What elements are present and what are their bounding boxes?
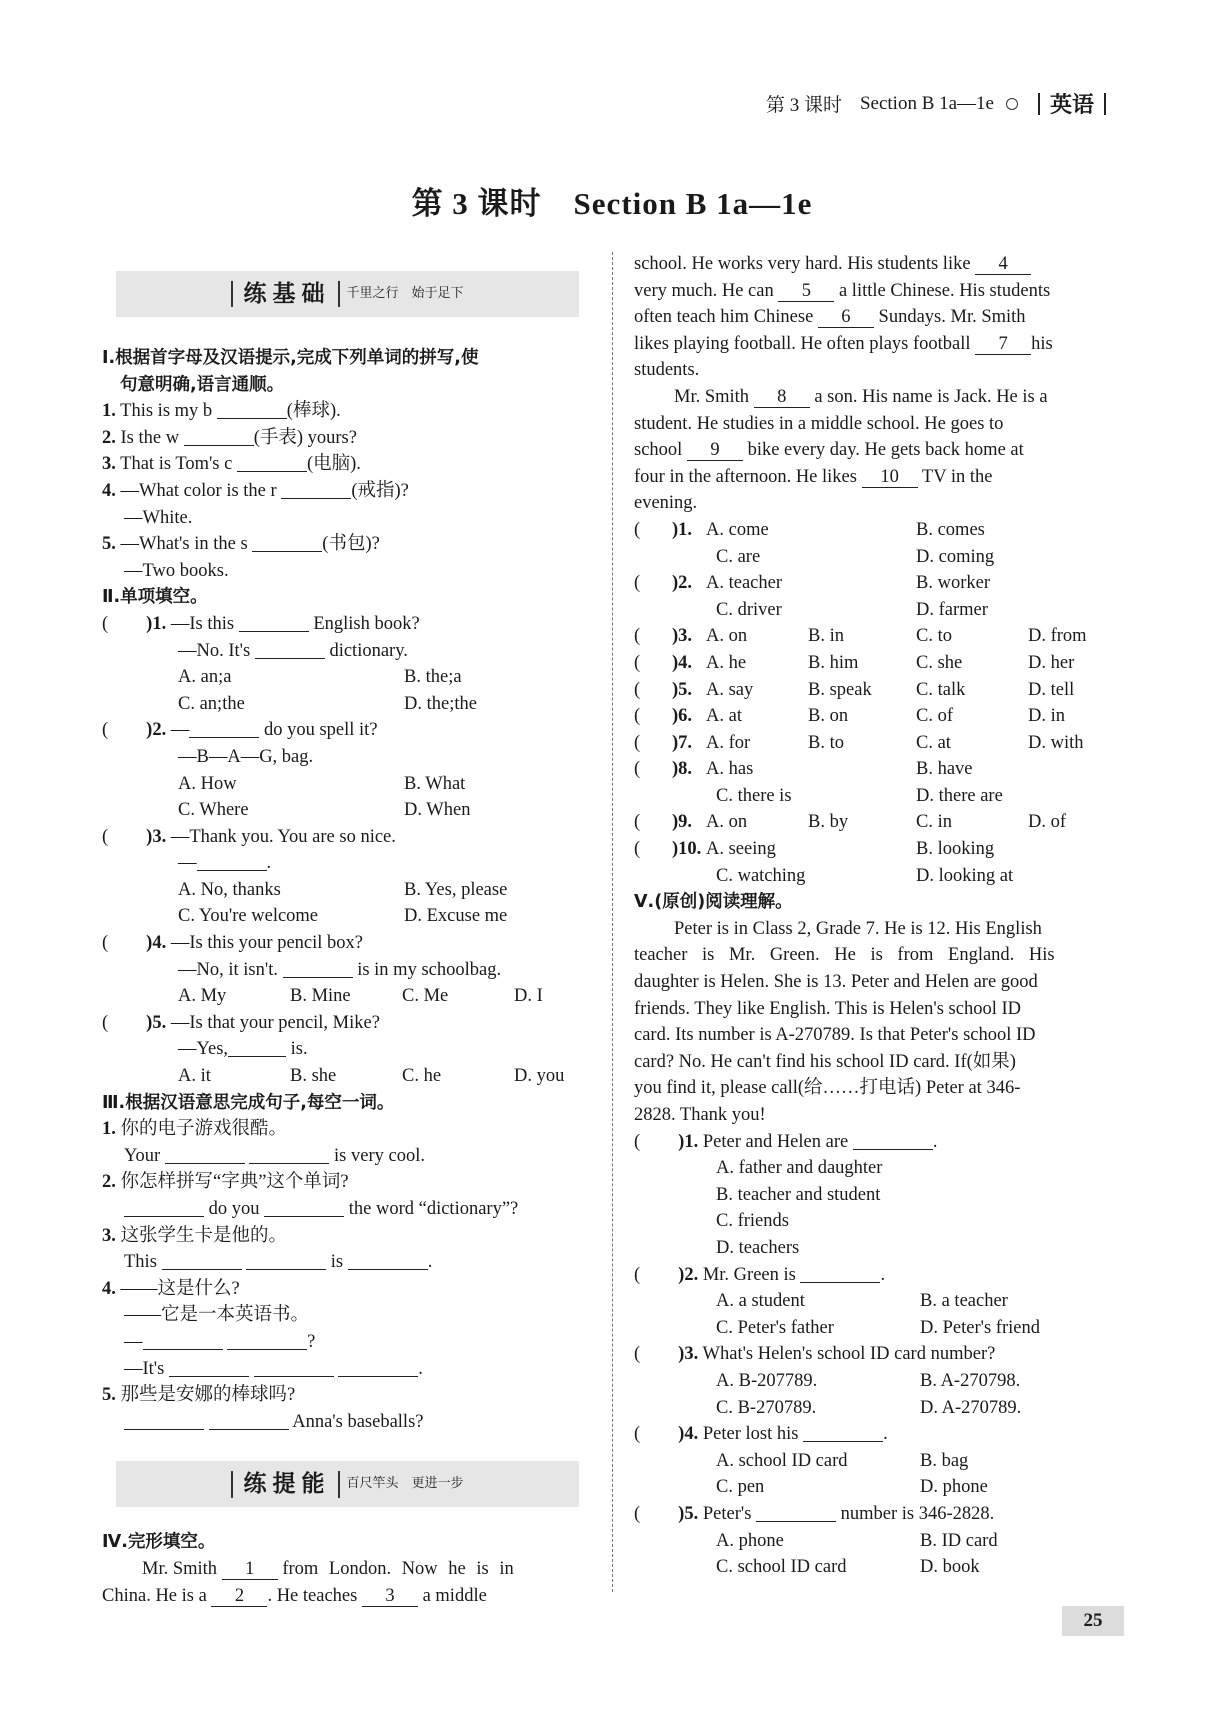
section-heading: Ⅳ.完形填空。 xyxy=(102,1532,216,1553)
passage-line: school. He works very hard. His students like 4 xyxy=(634,251,1124,278)
section-heading: Ⅲ.根据汉语意思完成句子,每空一词。 xyxy=(102,1092,395,1113)
section-heading: Ⅴ.(原创)阅读理解。 xyxy=(634,892,793,913)
passage-line: school 9 bike every day. He gets back home at xyxy=(634,440,1024,461)
question-item: ( )4. A. he B. him C. she D. her xyxy=(634,652,1075,673)
passage-line: likes playing football. He often plays football 7 his xyxy=(634,333,1053,354)
running-header xyxy=(766,88,1116,119)
question-item: ( )6. A. at B. on C. of D. in xyxy=(634,706,1065,727)
list-item: 1. 你的电子游戏很酷。 Your is very cool. xyxy=(102,1119,425,1166)
right-column xyxy=(634,251,1124,1581)
list-item: 5. —What's in the s (书包)? xyxy=(102,534,380,555)
banner-subtitle: 千里之行 始于足下 xyxy=(338,281,463,308)
page-number: 25 xyxy=(1062,1606,1124,1636)
question-item: ( )5. —Is that your pencil, Mike? —Yes, is. A. it B. she C. he D. you xyxy=(102,1012,565,1087)
question-item: ( )9. A. on B. by C. in D. of xyxy=(634,812,1067,833)
list-item: 1. This is my b (棒球). xyxy=(102,401,341,422)
question-item: ( )5. Peter's number is 346-2828. A. phone B. ID card C. school ID card D. book xyxy=(634,1503,998,1578)
list-item: 3. 这张学生卡是他的。 This is . xyxy=(102,1225,433,1273)
passage-line: Mr. Smith 1 from London. Now he is in xyxy=(142,1558,514,1579)
header-lesson: 第 3 课时 xyxy=(765,95,842,116)
list-item: 3. That is Tom's c (电脑). xyxy=(102,454,361,475)
passage-line: four in the afternoon. He likes 10 TV in the xyxy=(634,466,993,487)
question-item: ( )3. What's Helen's school ID card number? A. B-207789. B. A-270798. C. B-270789. D. A-270789. xyxy=(634,1344,1022,1418)
section-heading: Ⅱ.单项填空。 xyxy=(102,587,208,608)
question-item: ( )4. Peter lost his . A. school ID card B. bag C. pen D. phone xyxy=(634,1424,988,1498)
header-section: Section B 1a—1e xyxy=(859,92,994,114)
list-item: 4. ——这是什么? ——它是一本英语书。 — ? —It's . xyxy=(102,1278,423,1379)
banner-basic xyxy=(116,271,579,317)
question-item: ( )1. —Is this English book? —No. It's dictionary. A. an;a B. the;a C. an;the D. the;the xyxy=(102,613,477,714)
passage-line: students. xyxy=(634,360,700,381)
question-item: ( )1. Peter and Helen are . A. father and daughter B. teacher and student C. friends D. teachers xyxy=(634,1131,938,1258)
question-item: ( )3. A. on B. in C. to D. from xyxy=(634,626,1087,647)
question-item: ( )2. Mr. Green is . A. a student B. a teacher C. Peter's father D. Peter's friend xyxy=(634,1264,1040,1338)
answer-line: —White. xyxy=(124,507,193,528)
banner-subtitle: 百尺竿头 更进一步 xyxy=(338,1471,463,1498)
question-item: ( )10. A. seeing B. looking C. watching D. looking at xyxy=(634,839,1014,886)
passage-line: very much. He can 5 a little Chinese. His students xyxy=(634,280,1051,301)
list-item: 4. —What color is the r (戒指)? xyxy=(102,480,409,501)
header-subject: 英语 xyxy=(1049,93,1094,118)
circle-icon xyxy=(1006,98,1018,110)
question-item: ( )2. — do you spell it? —B—A—G, bag. A. How B. What C. Where D. When xyxy=(102,720,471,821)
divider-bar xyxy=(1038,93,1040,115)
passage-line: student. He studies in a middle school. He goes to xyxy=(634,413,1004,434)
question-item: ( )4. —Is this your pencil box? —No, it isn't. is in my schoolbag. A. My B. Mine C. Me D. I xyxy=(102,933,543,1007)
passage-line: Mr. Smith 8 a son. His name is Jack. He is a xyxy=(674,386,1048,407)
question-item: ( )1. A. come B. comes C. are D. coming xyxy=(634,519,995,567)
list-item: 5. 那些是安娜的棒球吗? Anna's baseballs? xyxy=(102,1385,424,1432)
column-divider xyxy=(612,252,613,1592)
left-column xyxy=(102,271,589,1609)
section-heading: Ⅰ.根据首字母及汉语提示,完成下列单词的拼写,使 句意明确,语言通顺。 xyxy=(102,348,479,395)
banner-advanced xyxy=(116,1461,579,1507)
question-item: ( )8. A. has B. have C. there is D. there are xyxy=(634,759,1003,806)
list-item: 2. Is the w (手表) yours? xyxy=(102,427,357,448)
question-item: ( )3. —Thank you. You are so nice. — . A. No, thanks B. Yes, please C. You're welcome D. Excuse me xyxy=(102,826,508,927)
passage-line: evening. xyxy=(634,493,698,514)
divider-bar xyxy=(1104,93,1106,115)
answer-line: —Two books. xyxy=(124,560,229,581)
question-item: ( )2. A. teacher B. worker C. driver D. farmer xyxy=(634,573,990,620)
question-item: ( )7. A. for B. to C. at D. with xyxy=(634,732,1084,753)
cloze-questions xyxy=(634,517,1124,889)
reading-passage: Peter is in Class 2, Grade 7. He is 12. His English teacher is Mr. Green. He is from England. His daughter is Helen. She is 13. Peter and Helen are good friends. They like English. This is Helen's school ID card. Its number is A-270789. Is that Peter's school ID card? No. He can't find his school ID card. If(如果) you find it, please call(给……打电话) Peter at 346- 2828. Thank you! xyxy=(634,918,1055,1125)
passage-line: often teach him Chinese 6 Sundays. Mr. Smith xyxy=(634,307,1026,328)
list-item: 2. 你怎样拼写“字典”这个单词? do you the word “dictionary”? xyxy=(102,1172,519,1219)
passage-line: China. He is a 2 . He teaches 3 a middle xyxy=(102,1585,487,1606)
banner-title: 练提能 xyxy=(231,1471,330,1498)
page-title: 第 3 课时 Section B 1a—1e xyxy=(411,186,813,221)
banner-title: 练基础 xyxy=(231,281,330,308)
question-item: ( )5. A. say B. speak C. talk D. tell xyxy=(634,679,1075,700)
